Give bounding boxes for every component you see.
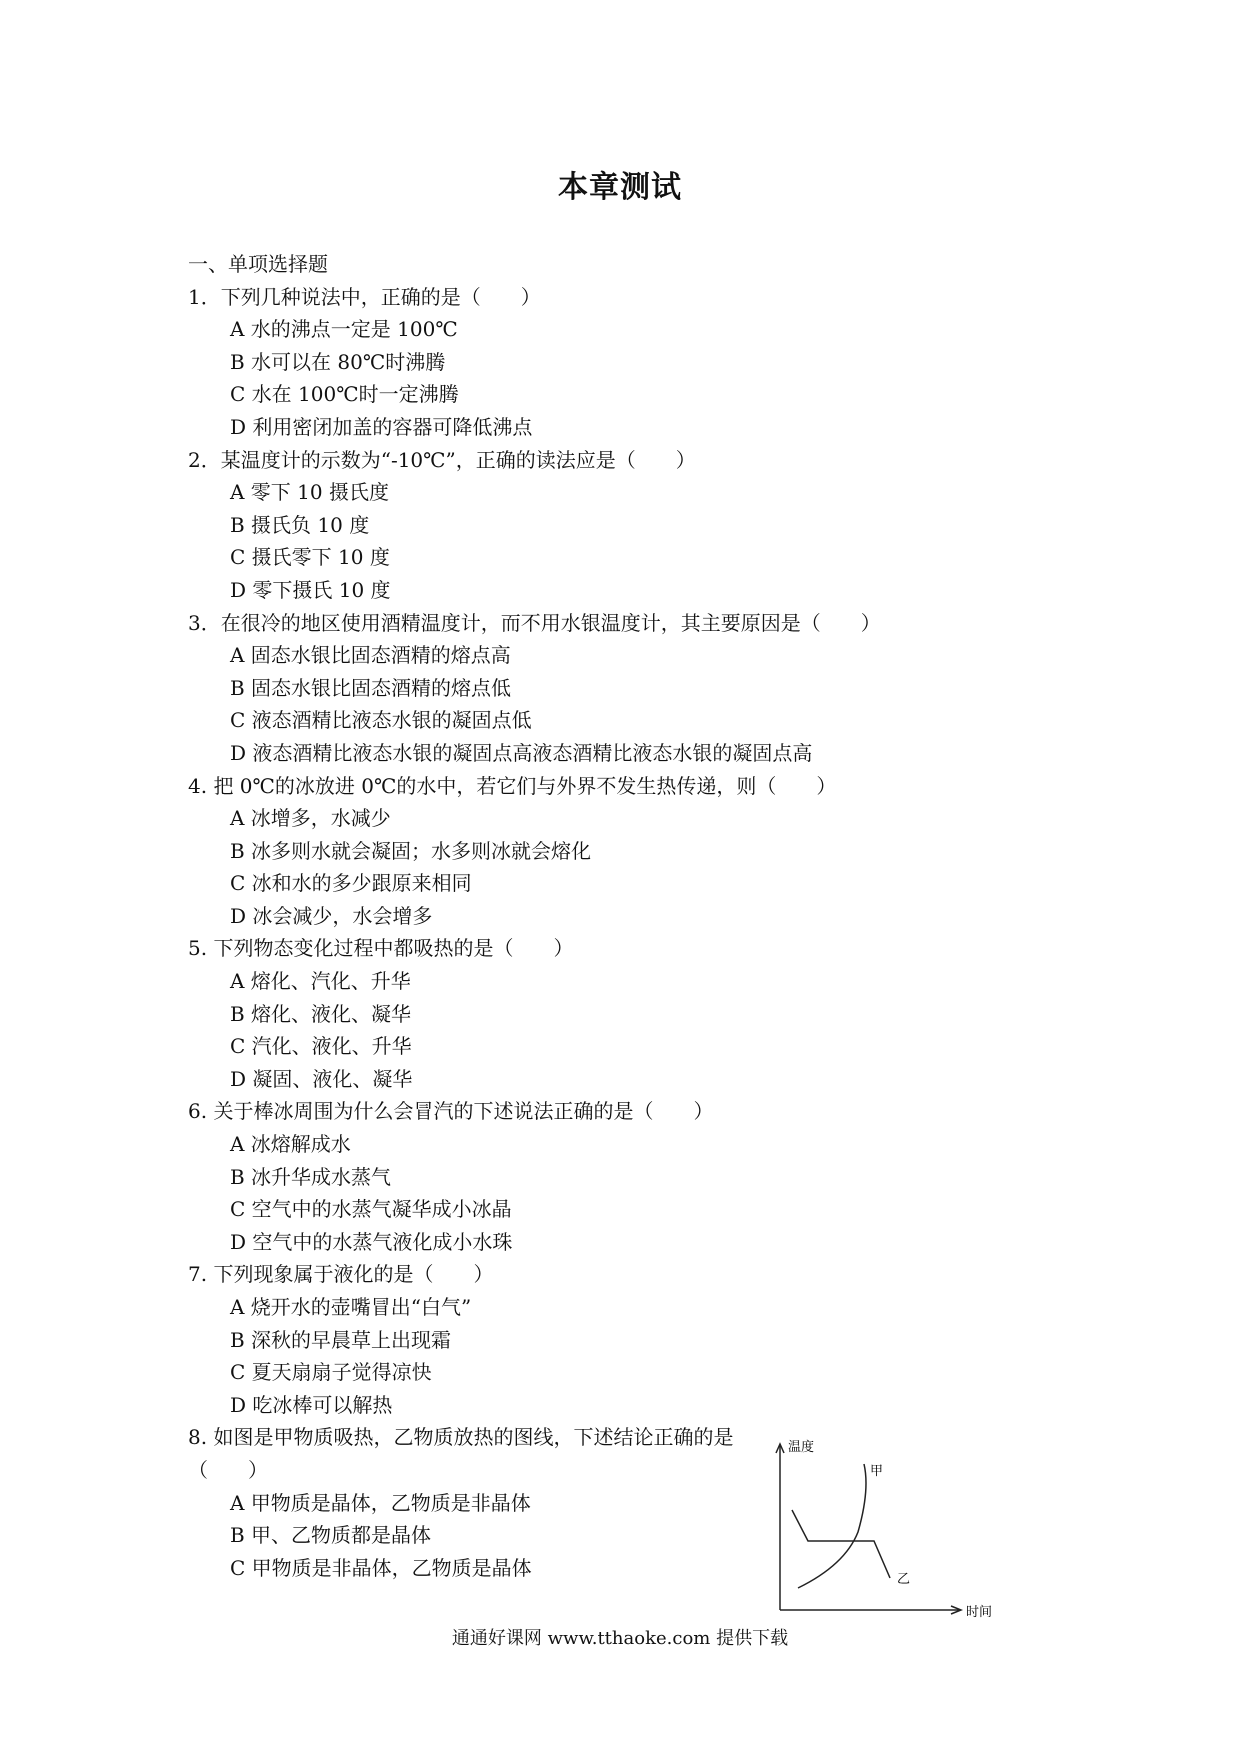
- question-7-option-d: D 吃冰棒可以解热: [230, 1392, 393, 1417]
- question-3-option-d: D 液态酒精比液态水银的凝固点高液态酒精比液态水银的凝固点高: [230, 740, 813, 765]
- question-6-option-b: B 冰升华成水蒸气: [230, 1164, 392, 1189]
- question-8-option-a: A 甲物质是晶体，乙物质是非晶体: [230, 1490, 531, 1515]
- question-3-stem: 3．在很冷的地区使用酒精温度计，而不用水银温度计，其主要原因是（ ）: [188, 610, 881, 635]
- question-5-option-b: B 熔化、液化、凝华: [230, 1001, 412, 1026]
- temperature-time-figure: [770, 1420, 1020, 1620]
- question-6-option-c: C 空气中的水蒸气凝华成小冰晶: [230, 1197, 512, 1222]
- question-7-stem: 7. 下列现象属于液化的是（ ）: [188, 1262, 494, 1287]
- curve-b-label: 乙: [897, 1572, 911, 1587]
- question-6-stem: 6. 关于棒冰周围为什么会冒汽的下述说法正确的是（ ）: [188, 1099, 714, 1124]
- x-axis-label: 时间: [966, 1605, 993, 1620]
- question-2-stem: 2．某温度计的示数为“-10℃”，正确的读法应是（ ）: [188, 447, 696, 472]
- question-8-option-b: B 甲、乙物质都是晶体: [230, 1523, 432, 1548]
- question-2-option-b: B 摄氏负 10 度: [230, 512, 370, 537]
- question-4-option-d: D 冰会减少，水会增多: [230, 903, 433, 928]
- question-2-option-c: C 摄氏零下 10 度: [230, 545, 390, 570]
- question-5-stem: 5. 下列物态变化过程中都吸热的是（ ）: [188, 936, 574, 961]
- section-heading: 一、单项选择题: [188, 252, 328, 276]
- question-1-stem: 1．下列几种说法中，正确的是（ ）: [188, 284, 541, 309]
- question-6-option-a: A 冰熔解成水: [230, 1132, 351, 1157]
- page-footer: 通通好课网 www.tthaoke.com 提供下载: [451, 1628, 789, 1649]
- question-3-option-b: B 固态水银比固态酒精的熔点低: [230, 675, 512, 700]
- curve-a: [798, 1464, 866, 1588]
- question-7-option-a: A 烧开水的壶嘴冒出“白气”: [230, 1295, 472, 1319]
- question-5-option-c: C 汽化、液化、升华: [230, 1034, 412, 1059]
- question-8-option-c: C 甲物质是非晶体，乙物质是晶体: [230, 1555, 532, 1580]
- question-1-option-c: C 水在 100℃时一定沸腾: [230, 382, 459, 407]
- question-5-option-a: A 熔化、汽化、升华: [230, 969, 411, 994]
- question-8-stem: 8. 如图是甲物质吸热，乙物质放热的图线，下述结论正确的是（ ）: [188, 1425, 734, 1482]
- curve-a-label: 甲: [870, 1464, 884, 1479]
- question-1-option-d: D 利用密闭加盖的容器可降低沸点: [230, 414, 533, 439]
- question-3-option-c: C 液态酒精比液态水银的凝固点低: [230, 708, 532, 733]
- question-6-option-d: D 空气中的水蒸气液化成小水珠: [230, 1229, 513, 1254]
- question-1-option-a: A 水的沸点一定是 100℃: [230, 317, 458, 342]
- question-3-option-a: A 固态水银比固态酒精的熔点高: [230, 643, 511, 668]
- question-4-option-c: C 冰和水的多少跟原来相同: [230, 871, 472, 896]
- question-5-option-d: D 凝固、液化、凝华: [230, 1066, 413, 1091]
- question-2-option-d: D 零下摄氏 10 度: [230, 577, 391, 602]
- y-axis-label: 温度: [788, 1440, 815, 1455]
- question-7-option-c: C 夏天扇扇子觉得凉快: [230, 1360, 432, 1385]
- question-4-option-b: B 冰多则水就会凝固；水多则冰就会熔化: [230, 838, 592, 863]
- page-title: 本章测试: [558, 170, 682, 205]
- question-list: [188, 248, 1088, 1584]
- curve-b: [792, 1510, 890, 1578]
- question-4-option-a: A 冰增多，水减少: [230, 806, 391, 831]
- question-7-option-b: B 深秋的早晨草上出现霜: [230, 1327, 452, 1352]
- question-1-option-b: B 水可以在 80℃时沸腾: [230, 349, 446, 374]
- question-4-stem: 4. 把 0℃的冰放进 0℃的水中，若它们与外界不发生热传递，则（ ）: [188, 773, 837, 798]
- question-2-option-a: A 零下 10 摄氏度: [230, 480, 389, 505]
